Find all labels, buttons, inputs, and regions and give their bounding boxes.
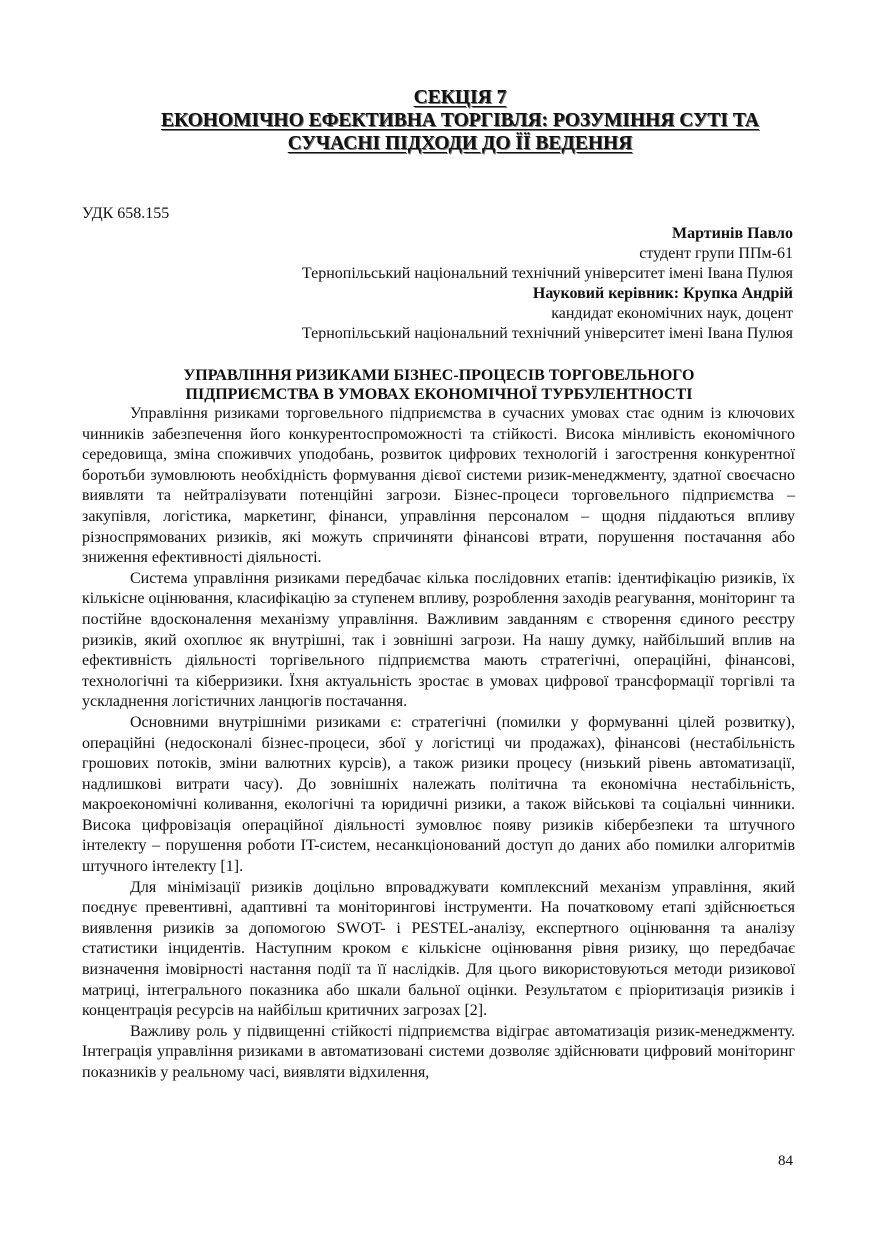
paragraph: Система управління ризиками передбачає кілька послідовних етапів: ідентифікацію ризиків, їх кількісне оцінювання, класифікацію за ступенем впливу, розроблення заходів реагування, моніторинг та постійне вдосконалення механізму управління. Важливим завданням є створення єдиного реєстру ризиків, який охоплює як внутрішні, так і зовнішні загрози. На нашу думку, найбільший вплив на ефективність діяльності торгівельного підприємства мають стратегічні, операційні, фінансові, технологічні та кіберризики. Їхня актуальність зростає в умовах цифрової трансформації торгівлі та ускладнення логістичних ланцюгів постачання. [82, 569, 795, 711]
udk-code: УДК 658.155 [82, 205, 170, 222]
paragraph: Для мінімізації ризиків доцільно впроваджувати комплексний механізм управління, який поєднує превентивні, адаптивні та моніторингові інструменти. На початковому етапі здійснюється виявлення ризиків за допомогою SWOT- і PESTEL-аналізу, експертного оцінювання та аналізу статистики інцидентів. Наступним кроком є кількісне оцінювання рівня ризику, що передбачає визначення імовірності настання події та її наслідків. Для цього використовуються методи ризикової матриці, інтегрального показника або шкали бальної оцінки. Результатом є пріоритизація ризиків і концентрація ресурсів на найбільш критичних загрозах [2]. [82, 878, 795, 1020]
author-name: Мартинів Павло [671, 225, 793, 242]
author-block [302, 224, 793, 344]
article-body [82, 404, 795, 1084]
section-number: СЕКЦІЯ 7 [413, 87, 507, 108]
article-title [82, 366, 796, 404]
section-title-line-2: СУЧАСНІ ПІДХОДИ ДО ЇЇ ВЕДЕННЯ [287, 133, 633, 154]
author-university: Тернопільський національний технічний університет імені Івана Пулюя [301, 265, 793, 282]
paragraph: Управління ризиками торговельного підприємства в сучасних умовах стає одним із ключових чинників забезпечення його конкурентоспроможності та стійкості. Висока мінливість економічного середовища, зміна споживчих уподобань, розвиток цифрових технологій і загострення конкурентної боротьби зумовлюють необхідність формування дієвої системи ризик-менеджменту, здатної своєчасно виявляти та нейтралізувати потенційні загрози. Бізнес-процеси торговельного підприємства – закупівля, логістика, маркетинг, фінанси, управління персоналом – щодня піддаються впливу різноспрямованих ризиків, які можуть спричиняти фінансові втрати, порушення постачання або зниження ефективності діяльності. [82, 405, 795, 567]
supervisor-university: Тернопільський національний технічний університет імені Івана Пулюя [301, 325, 793, 342]
section-heading [130, 86, 790, 155]
author-position: студент групи ППм-61 [639, 245, 793, 262]
paragraph: Важливу роль у підвищенні стійкості підприємства відіграє автоматизація ризик-менеджменту. Інтеграція управління ризиками в автоматизовані системи дозволяє здійснювати цифровий моніторинг показників у реальному часі, виявляти відхилення, [82, 1022, 795, 1081]
paragraph: Основними внутрішніми ризиками є: стратегічні (помилки у формуванні цілей розвитку), операційні (недосконалі бізнес-процеси, збої у логістиці чи продажах), фінансові (нестабільність грошових потоків, зміни валютних курсів), а також ризики процесу (низький рівень автоматизації, надлишкові витрати часу). До зовнішніх належать політична та економічна нестабільність, макроекономічні коливання, екологічні та юридичні ризики, а також військові та соціальні чинники. Висока цифровізація операційної діяльності зумовлює появу ризиків кібербезпеки та штучного інтелекту – порушення роботи IT-систем, несанкціонований доступ до даних або помилки алгоритмів штучного інтелекту [1]. [82, 713, 795, 876]
article-title-line-2: ПІДПРИЄМСТВА В УМОВАХ ЕКОНОМІЧНОЇ ТУРБУЛЕНТНОСТІ [185, 386, 693, 403]
article-title-line-1: УПРАВЛІННЯ РИЗИКАМИ БІЗНЕС-ПРОЦЕСІВ ТОРГОВЕЛЬНОГО [183, 367, 695, 384]
section-title-line-1: ЕКОНОМІЧНО ЕФЕКТИВНА ТОРГІВЛЯ: РОЗУМІННЯ СУТІ ТА [160, 110, 760, 131]
supervisor-name: Науковий керівник: Крупка Андрій [532, 285, 793, 302]
page-number: 84 [778, 1153, 793, 1169]
supervisor-degree: кандидат економічних наук, доцент [551, 305, 793, 322]
